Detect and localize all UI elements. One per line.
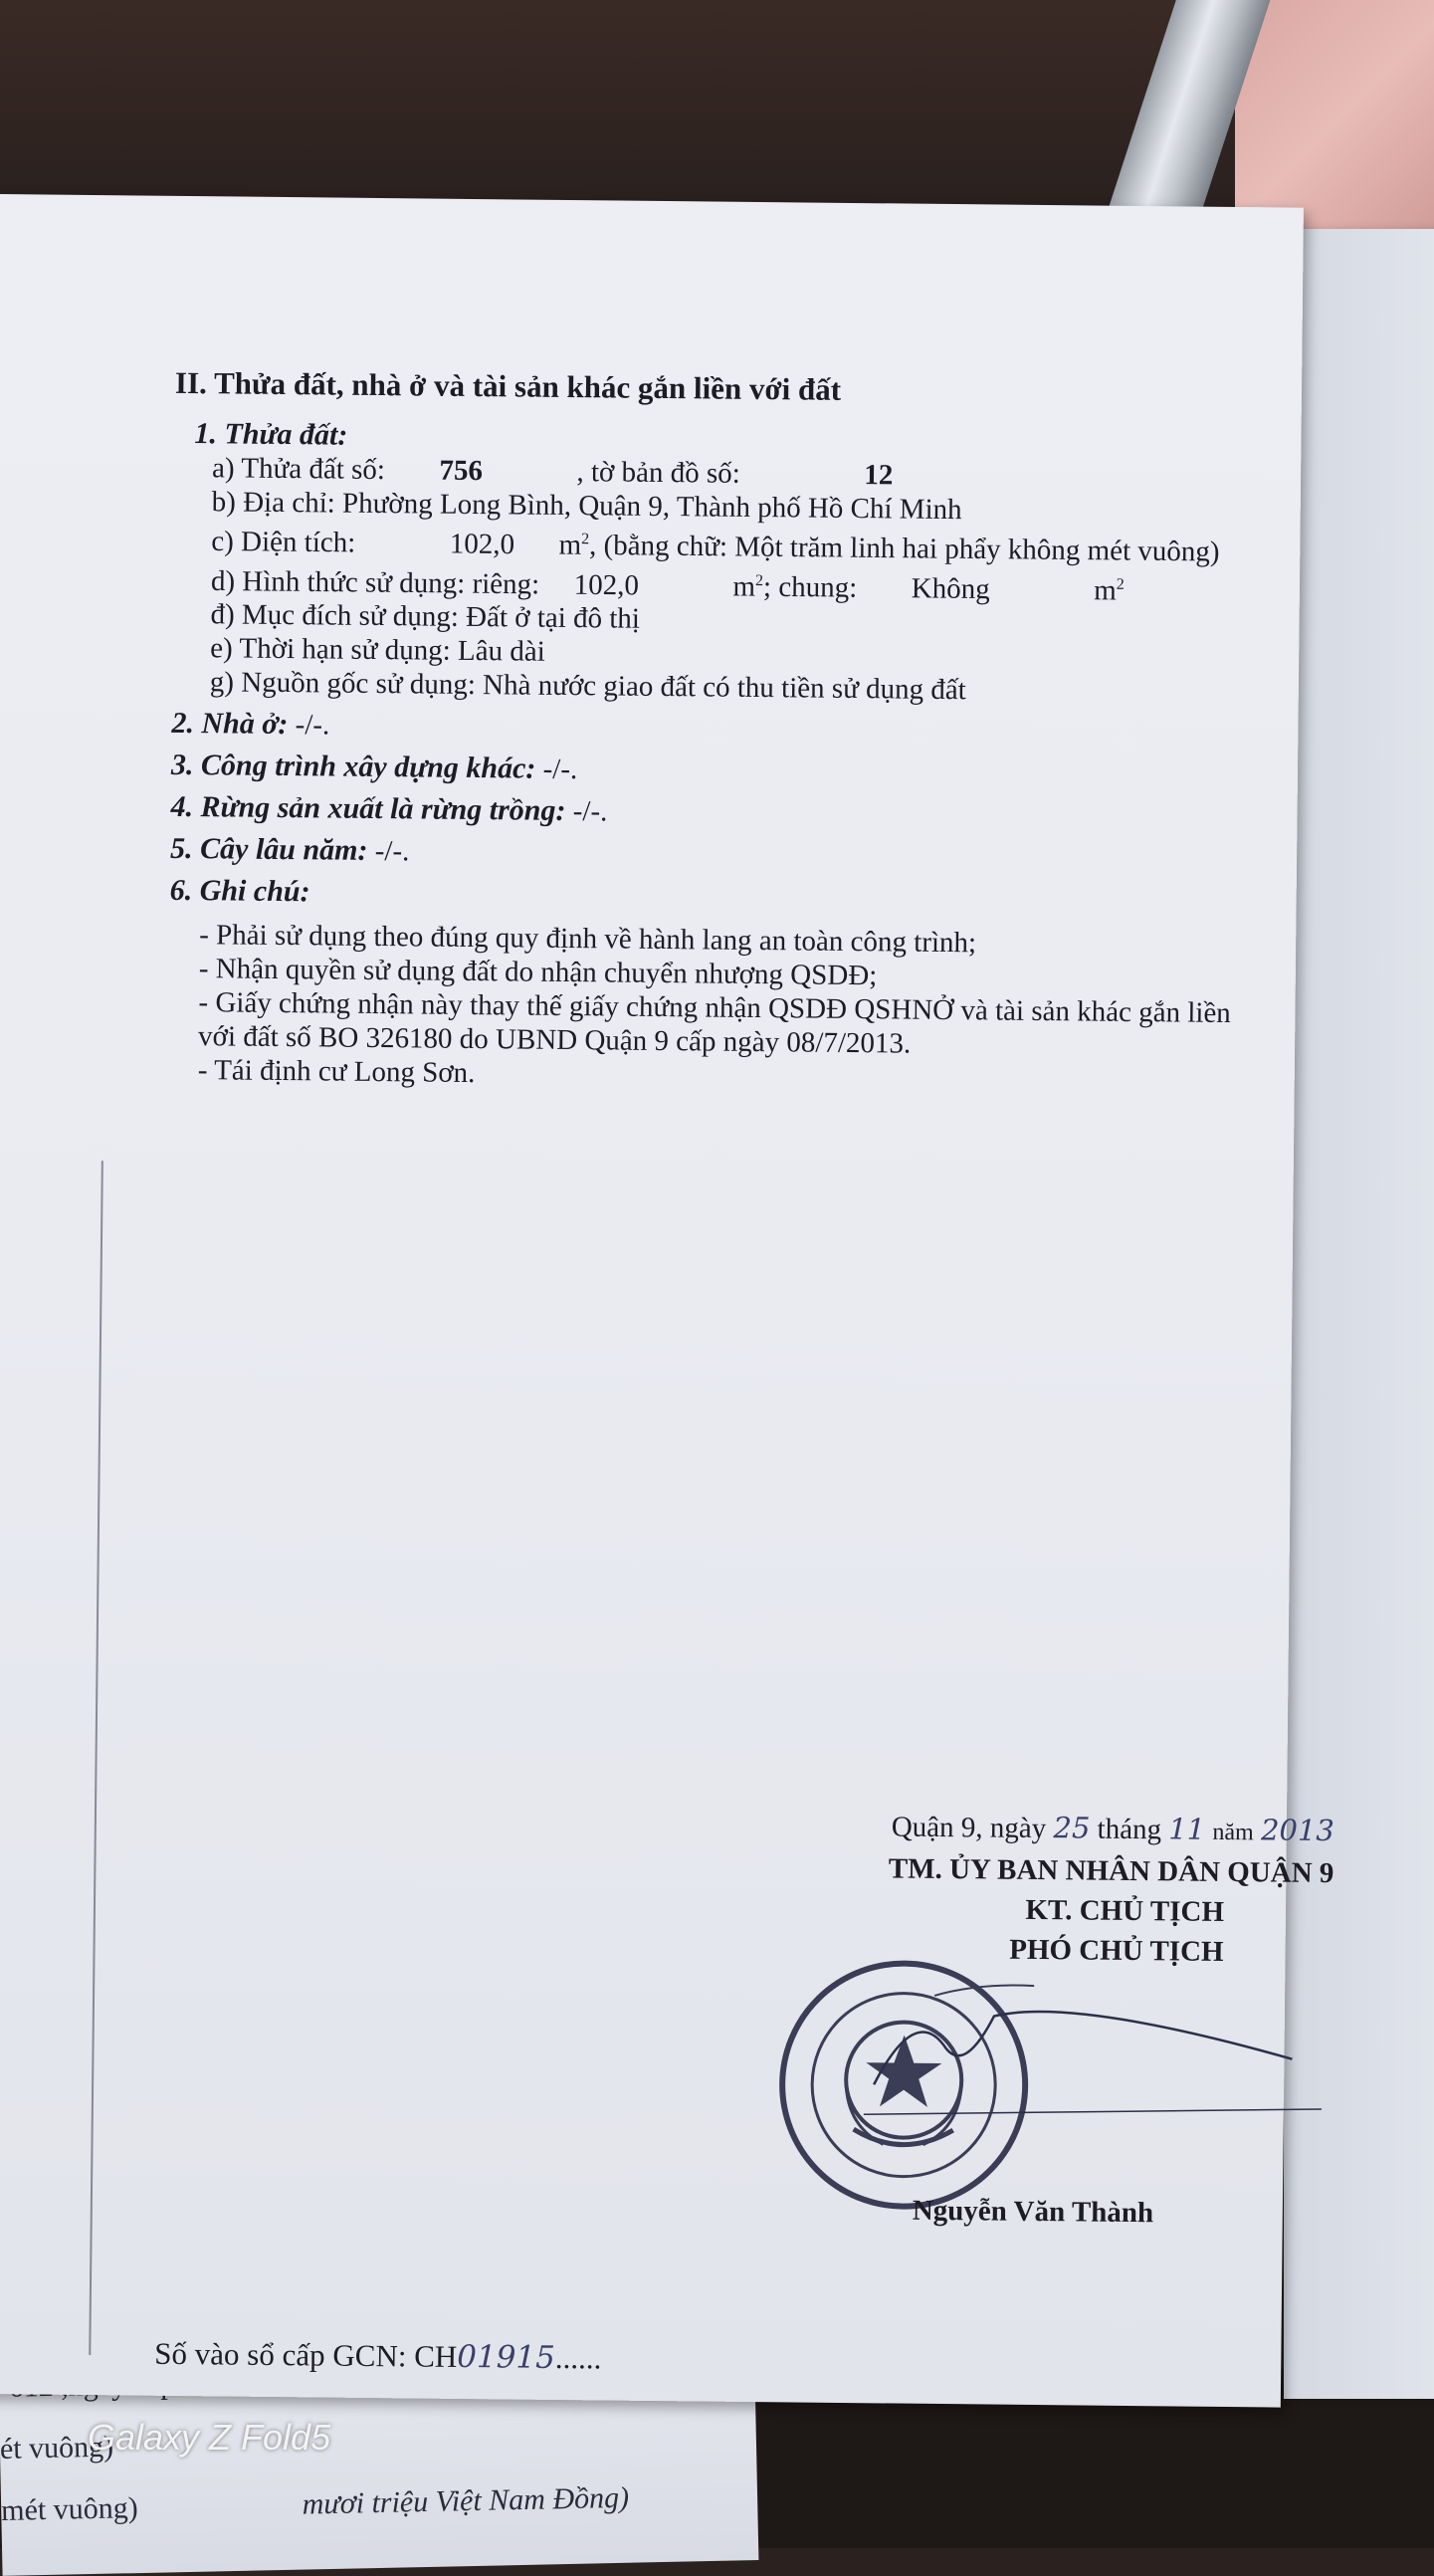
origin-row: g) Nguồn gốc sử dụng: Nhà nước giao đất có thu tiền sử dụng đất bbox=[209, 666, 966, 707]
usage-form-row: d) Hình thức sử dụng: riêng: 102,0 $m^2$; chung: Không $m^2$ bbox=[210, 564, 1125, 607]
note-item: - Phải sử dụng theo đúng quy định về hành lang an toàn công trình; bbox=[199, 919, 977, 960]
forest-row: 4. Rừng sản xuất là rừng trồng: -/-. bbox=[170, 790, 608, 828]
signature-block bbox=[775, 1805, 1334, 1973]
camera-watermark: Galaxy Z Fold5 bbox=[88, 2417, 331, 2458]
house-row: 2. Nhà ở: -/-. bbox=[171, 707, 330, 742]
notes-heading: 6. Ghi chú: bbox=[169, 874, 310, 909]
address-row: b) Địa chỉ: Phường Long Bình, Quận 9, Thành phố Hồ Chí Minh bbox=[211, 486, 962, 527]
certificate-content bbox=[154, 364, 1335, 2376]
issue-date: Quận 9, ngày 25 tháng 11 năm 2013 bbox=[891, 1811, 1335, 1848]
term-row: e) Thời hạn sử dụng: Lâu dài bbox=[210, 632, 545, 669]
note-item: với đất số BO 326180 do UBND Quận 9 cấp ngày 08/7/2013. bbox=[197, 1020, 912, 1060]
notes-list bbox=[168, 918, 1315, 1099]
certificate-page bbox=[0, 194, 1335, 2408]
margin-line bbox=[89, 1161, 103, 2355]
signature-scribble-icon bbox=[854, 1985, 1332, 2129]
signer-name: Nguyễn Văn Thành bbox=[912, 2194, 1154, 2230]
purpose-row: đ) Mục đích sử dụng: Đất ở tại đô thị bbox=[210, 598, 641, 636]
gcn-register-number: Số vào sổ cấp GCN: CH01915...... bbox=[154, 2335, 602, 2376]
note-item: - Nhận quyền sử dụng đất do nhận chuyển nhượng QSDĐ; bbox=[198, 953, 878, 992]
section-title: II. Thửa đất, nhà ở và tài sản khác gắn liền với đất bbox=[174, 364, 842, 407]
vice-title: PHÓ CHỦ TỊCH bbox=[1009, 1933, 1224, 1968]
note-item: - Tái định cư Long Sơn. bbox=[197, 1054, 476, 1090]
parcel-heading: 1. Thửa đất: bbox=[194, 417, 348, 452]
parcel-number-row: a) Thửa đất số: 756 , tờ bản đồ số: 12 bbox=[211, 452, 894, 492]
under-line: mét vuông) mươi triệu Việt Nam Đồng) bbox=[0, 2480, 630, 2527]
construction-row: 3. Công trình xây dựng khác: -/-. bbox=[170, 749, 578, 786]
committee-title: TM. ỦY BAN NHÂN DÂN QUẬN 9 bbox=[888, 1852, 1334, 1890]
area-row: c) Diện tích: 102,0 $m^2$, (bằng chữ: Một trăm linh hai phẩy không mét vuông) bbox=[211, 525, 1220, 568]
under-line: ét vuông) bbox=[0, 2430, 114, 2466]
kt-title: KT. CHỦ TỊCH bbox=[1025, 1893, 1225, 1928]
perennial-row: 5. Cây lâu năm: -/-. bbox=[169, 832, 410, 868]
note-item: - Giấy chứng nhận này thay thế giấy chứng nhận QSDĐ QSHNỞ và tài sản khác gắn liền bbox=[198, 986, 1231, 1030]
